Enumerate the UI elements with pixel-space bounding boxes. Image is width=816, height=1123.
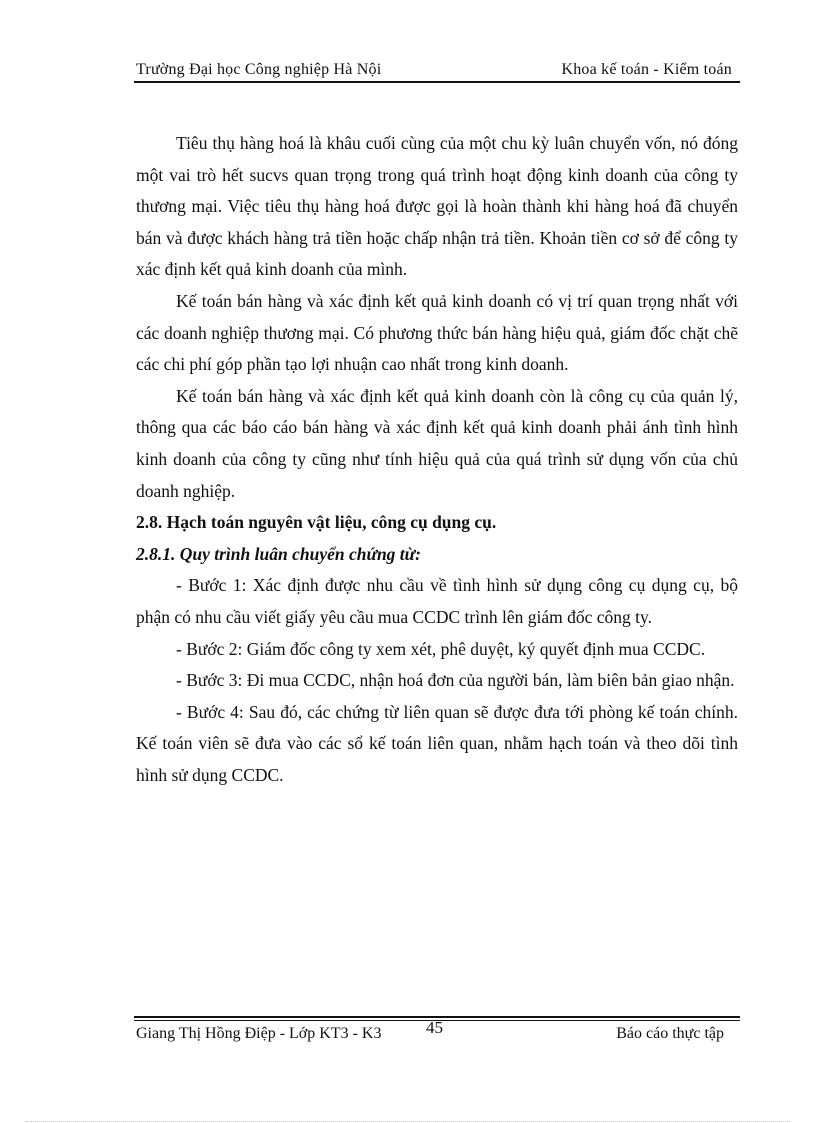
step-item: - Bước 4: Sau đó, các chứng từ liên quan sẽ được đưa tới phòng kế toán chính. Kế toán viên sẽ đưa vào các sổ kế toán liên quan, nhằm hạch toán và theo dõi tình hình sử dụng CCDC. bbox=[136, 701, 738, 785]
section-heading: 2.8. Hạch toán nguyên vật liệu, công cụ dụng cụ. bbox=[136, 512, 497, 533]
step-item: - Bước 2: Giám đốc công ty xem xét, phê duyệt, ký quyết định mua CCDC. bbox=[176, 638, 706, 659]
paragraph: Kế toán bán hàng và xác định kết quả kinh doanh còn là công cụ của quản lý, thông qua các báo cáo bán hàng và xác định kết quả kinh doanh phải ánh tình hình kinh doanh của công ty cũng như tính hiệu quả của quá trình sử dụng vốn của chủ doanh nghiệp. bbox=[136, 385, 738, 501]
header-faculty-name: Khoa kế toán - Kiểm toán bbox=[561, 61, 732, 78]
page-body bbox=[136, 128, 738, 791]
page-number: 45 bbox=[426, 1018, 443, 1037]
step-item: - Bước 3: Đi mua CCDC, nhận hoá đơn của người bán, làm biên bản giao nhận. bbox=[176, 670, 735, 691]
header-school-name: Trường Đại học Công nghiệp Hà Nội bbox=[136, 61, 382, 78]
page-edge-divider bbox=[26, 1121, 790, 1122]
footer-report-title: Báo cáo thực tập bbox=[616, 1025, 724, 1042]
paragraph: Tiêu thụ hàng hoá là khâu cuối cùng của một chu kỳ luân chuyển vốn, nó đóng một vai trò hết sucvs quan trọng trong quá trình hoạt động kinh doanh của công ty thương mại. Việc tiêu thụ hàng hoá được gọi là hoàn thành khi hàng hoá đã chuyển bán và được khách hàng trả tiền hoặc chấp nhận trả tiền. Khoản tiền cơ sở để công ty xác định kết quả kinh doanh của mình. bbox=[136, 133, 738, 280]
step-item: - Bước 1: Xác định được nhu cầu về tình hình sử dụng công cụ dụng cụ, bộ phận có nhu cầu viết giấy yêu cầu mua CCDC trình lên giám đốc công ty. bbox=[136, 575, 738, 627]
header-divider bbox=[134, 81, 740, 83]
footer-author: Giang Thị Hồng Điệp - Lớp KT3 - K3 bbox=[136, 1025, 382, 1042]
subsection-heading: 2.8.1. Quy trình luân chuyển chứng từ: bbox=[136, 543, 421, 564]
paragraph: Kế toán bán hàng và xác định kết quả kinh doanh có vị trí quan trọng nhất với các doanh nghiệp thương mại. Có phương thức bán hàng hiệu quả, giám đốc chặt chẽ các chi phí góp phần tạo lợi nhuận cao nhất trong kinh doanh. bbox=[136, 290, 738, 375]
